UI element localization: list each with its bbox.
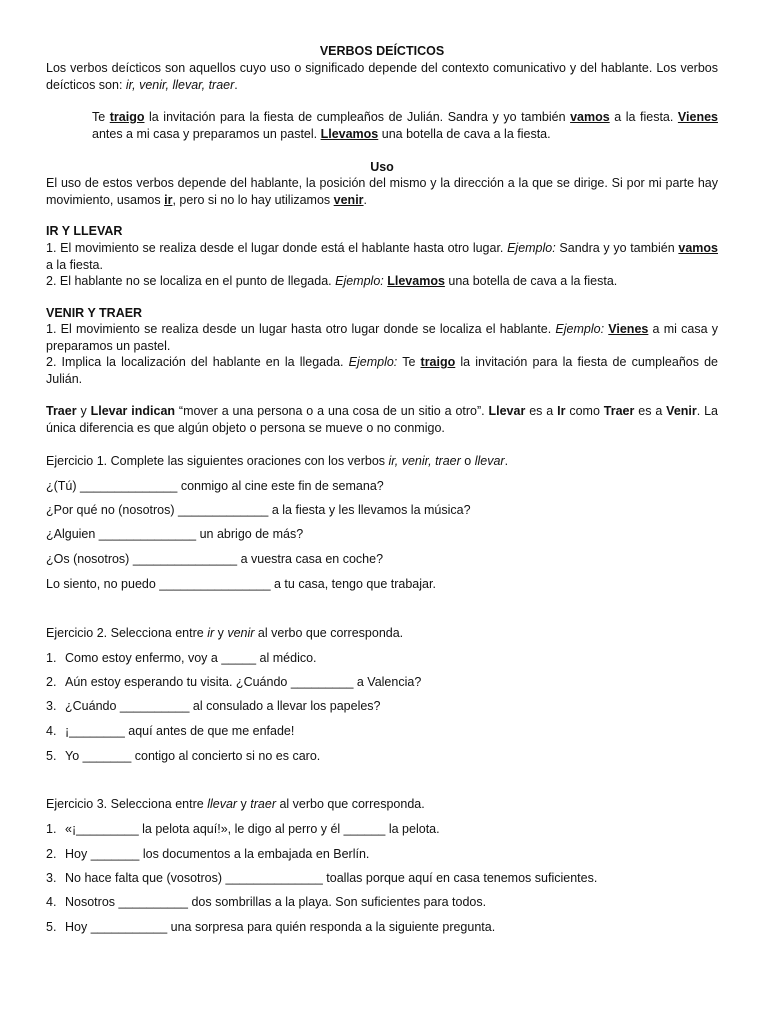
ejemplo-label: Ejemplo: bbox=[555, 322, 605, 336]
uso-heading: Uso bbox=[370, 160, 394, 174]
venir-traer-item-2 bbox=[46, 354, 718, 387]
item-verb: Llevamos bbox=[387, 274, 445, 288]
item-text: 2. Implica la localización del hablante en la llegada. bbox=[46, 355, 349, 369]
exercise-1-item: ¿Por qué no (nosotros) _____________ a la fiesta y les llevamos la música? bbox=[46, 503, 471, 517]
exercise-2-item bbox=[46, 698, 381, 715]
exercise-2-item bbox=[46, 674, 421, 691]
exercise-1-item: ¿Os (nosotros) _______________ a vuestra casa en coche? bbox=[46, 552, 384, 566]
item-verb: traigo bbox=[420, 355, 456, 369]
instr-text: o bbox=[460, 454, 475, 468]
item-text: a la fiesta. bbox=[46, 257, 103, 272]
summary-verb: Traer bbox=[46, 404, 77, 418]
example-text: Te bbox=[92, 110, 110, 124]
item-number: 5. bbox=[46, 920, 57, 934]
item-number: 5. bbox=[46, 749, 57, 763]
document-title: VERBOS DEÍCTICOS bbox=[319, 44, 445, 58]
instr-text: Ejercicio 1. Complete las siguientes oraciones con los verbos bbox=[46, 454, 389, 468]
item-number: 2. bbox=[46, 847, 57, 861]
item-text: una botella de cava a la fiesta. bbox=[444, 274, 618, 288]
item-text: Hoy _______ los documentos a la embajada en Berlín. bbox=[65, 847, 370, 861]
example-verb: traigo bbox=[109, 110, 145, 124]
exercise-3-item bbox=[46, 870, 597, 887]
example-text: antes a mi casa y preparamos un pastel. bbox=[92, 126, 321, 141]
example-text: a la fiesta. bbox=[609, 110, 678, 124]
item-verb: Vienes bbox=[608, 322, 649, 336]
instr-verbs: ir bbox=[207, 626, 215, 640]
instr-text: y bbox=[237, 797, 251, 811]
instr-text: y bbox=[214, 626, 228, 640]
item-text: a mi casa y preparamos un pastel. bbox=[46, 322, 718, 353]
item-number: 4. bbox=[46, 724, 57, 738]
exercise-3-instructions bbox=[46, 796, 425, 813]
example-verb: Llevamos bbox=[320, 126, 379, 141]
exercise-2-item bbox=[46, 748, 320, 765]
summary-text: y bbox=[76, 404, 91, 418]
uso-text: El uso de estos verbos depende del hablante, la posición del mismo y la dirección a la que se dirige. Si por mi parte hay movimiento, usamos bbox=[46, 176, 718, 207]
item-text: la invitación para la fiesta de cumpleaños de Julián. bbox=[46, 355, 719, 386]
exercise-2-item bbox=[46, 723, 294, 740]
intro-verbs: ir, venir, llevar, traer bbox=[125, 77, 235, 92]
summary-verb: Llevar indican bbox=[90, 404, 176, 418]
intro-text: Los verbos deícticos son aquellos cuyo uso o significado depende del contexto comunicativo y del hablante. Los verbos deícticos son: bbox=[46, 61, 718, 92]
uso-text: . bbox=[363, 192, 368, 207]
example-paragraph bbox=[92, 109, 718, 142]
item-text: Yo _______ contigo al concierto si no es caro. bbox=[65, 749, 321, 763]
summary-text: es a bbox=[634, 404, 667, 418]
item-text: No hace falta que (vosotros) ______________ toallas porque aquí en casa tenemos suficientes. bbox=[65, 871, 598, 885]
item-number: 1. bbox=[46, 651, 57, 665]
instr-text: Ejercicio 2. Selecciona entre bbox=[46, 626, 208, 640]
exercise-1-item: ¿Alguien ______________ un abrigo de más? bbox=[46, 527, 304, 541]
item-text: Hoy ___________ una sorpresa para quién responda a la siguiente pregunta. bbox=[65, 920, 496, 934]
summary-verb: Llevar bbox=[488, 404, 526, 418]
item-text: Sandra y yo también bbox=[555, 241, 679, 255]
instr-verbs: llevar bbox=[474, 454, 505, 468]
item-text: 1. El movimiento se realiza desde el lugar donde está el hablante hasta otro lugar. bbox=[46, 241, 508, 255]
intro-paragraph bbox=[46, 60, 718, 93]
item-text: Aún estoy esperando tu visita. ¿Cuándo _________ a Valencia? bbox=[65, 675, 422, 689]
item-text: Nosotros __________ dos sombrillas a la playa. Son suficientes para todos. bbox=[65, 895, 487, 909]
exercise-1-instructions bbox=[46, 453, 508, 470]
ir-llevar-heading: IR Y LLEVAR bbox=[46, 224, 123, 238]
instr-text: Ejercicio 3. Selecciona entre bbox=[46, 797, 208, 811]
instr-text: al verbo que corresponda. bbox=[254, 626, 404, 640]
item-text: ¡________ aquí antes de que me enfade! bbox=[65, 724, 295, 738]
item-text: 1. El movimiento se realiza desde un lugar hasta otro lugar donde se localiza el hablante. bbox=[46, 322, 556, 336]
summary-text: como bbox=[565, 404, 604, 418]
ejemplo-label: Ejemplo: bbox=[348, 355, 398, 369]
item-number: 3. bbox=[46, 871, 57, 885]
instr-verbs: ir, venir, traer bbox=[388, 454, 461, 468]
item-text: «¡_________ la pelota aquí!», le digo al perro y él ______ la pelota. bbox=[65, 822, 440, 836]
item-text: ¿Cuándo __________ al consulado a llevar los papeles? bbox=[65, 699, 381, 713]
ejemplo-label: Ejemplo: bbox=[507, 241, 556, 255]
example-verb: vamos bbox=[570, 110, 610, 124]
instr-verbs: venir bbox=[227, 626, 255, 640]
ir-llevar-item-1 bbox=[46, 240, 718, 273]
instr-verbs: traer bbox=[250, 797, 276, 811]
summary-paragraph bbox=[46, 403, 718, 436]
item-number: 3. bbox=[46, 699, 57, 713]
uso-verb: ir bbox=[164, 192, 173, 207]
item-text: 2. El hablante no se localiza en el punto de llegada. bbox=[46, 274, 336, 288]
intro-end: . bbox=[234, 77, 238, 92]
item-verb: vamos bbox=[678, 241, 718, 255]
item-number: 4. bbox=[46, 895, 57, 909]
instr-text: al verbo que corresponda. bbox=[275, 797, 425, 811]
example-text: la invitación para la fiesta de cumpleaños de Julián. Sandra y yo también bbox=[144, 110, 571, 124]
summary-text: “mover a una persona o a una cosa de un sitio a otro”. bbox=[175, 404, 489, 418]
item-text: Te bbox=[397, 355, 421, 369]
ejemplo-label: Ejemplo: bbox=[335, 274, 384, 288]
exercise-1-item: Lo siento, no puedo ________________ a tu casa, tengo que trabajar. bbox=[46, 577, 436, 591]
exercise-3-item bbox=[46, 894, 486, 911]
example-text: una botella de cava a la fiesta. bbox=[378, 126, 551, 141]
item-number: 2. bbox=[46, 675, 57, 689]
item-text: Como estoy enfermo, voy a _____ al médico. bbox=[65, 651, 317, 665]
item-number: 1. bbox=[46, 822, 57, 836]
uso-paragraph bbox=[46, 175, 718, 208]
uso-text: , pero si no lo hay utilizamos bbox=[172, 192, 334, 207]
venir-traer-heading: VENIR Y TRAER bbox=[46, 306, 143, 320]
venir-traer-item-1 bbox=[46, 321, 718, 354]
instr-text: . bbox=[504, 454, 509, 468]
summary-verb: Ir bbox=[557, 404, 566, 418]
exercise-3-item bbox=[46, 821, 440, 838]
example-verb: Vienes bbox=[677, 110, 718, 124]
exercise-2-instructions bbox=[46, 625, 403, 642]
exercise-2-item bbox=[46, 650, 317, 667]
uso-verb: venir bbox=[333, 192, 364, 207]
ir-llevar-item-2 bbox=[46, 273, 718, 290]
exercise-3-item bbox=[46, 846, 369, 863]
exercise-1-item: ¿(Tú) ______________ conmigo al cine este fin de semana? bbox=[46, 479, 384, 493]
instr-verbs: llevar bbox=[207, 797, 238, 811]
exercise-3-item bbox=[46, 919, 495, 936]
summary-text: . La única diferencia es que algún objeto o persona se mueve o no conmigo. bbox=[46, 404, 719, 435]
summary-verb: Venir bbox=[666, 404, 697, 418]
summary-text: es a bbox=[525, 404, 558, 418]
summary-verb: Traer bbox=[603, 404, 635, 418]
